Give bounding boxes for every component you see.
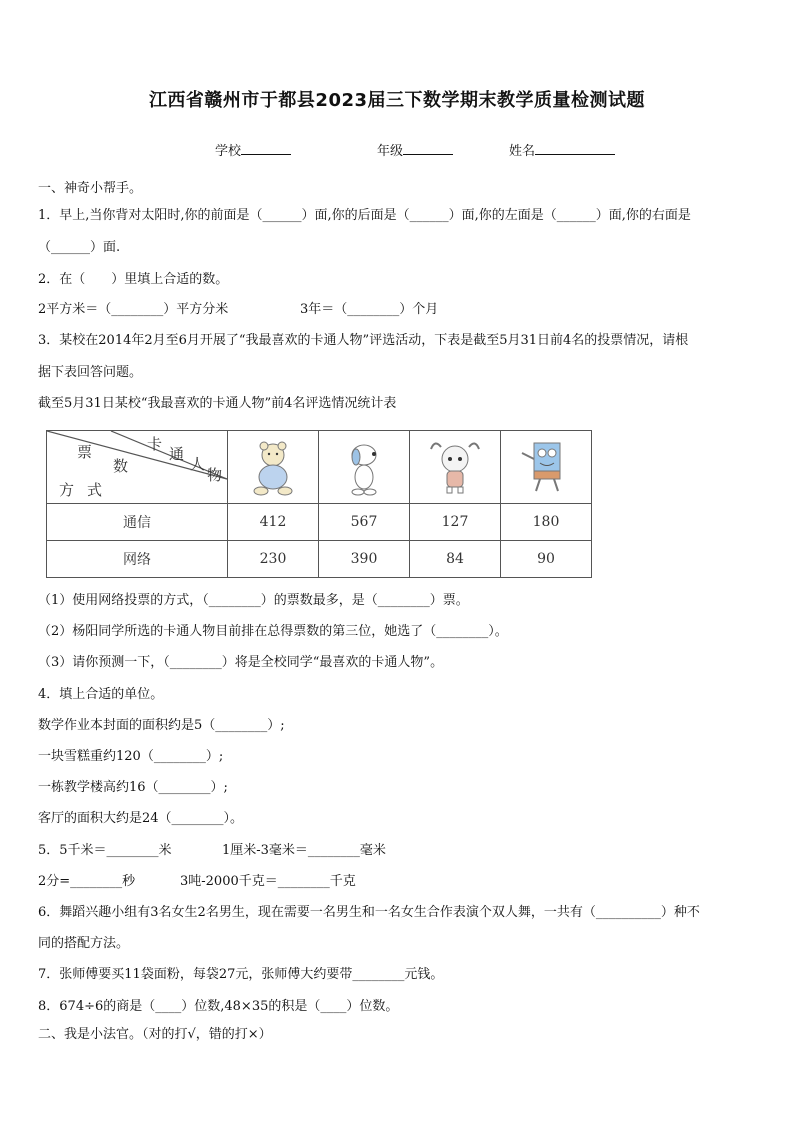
question-5-part-c: 2分=________秒 (38, 874, 136, 889)
name-label: 姓名 (509, 144, 536, 159)
header-char: 方 (59, 481, 75, 499)
question-6-line-2: 同的搭配方法。 (38, 936, 130, 951)
table-cell: 127 (410, 504, 501, 541)
header-char: 数 (113, 457, 129, 475)
question-4-line-1: 4．填上合适的单位。 (38, 687, 164, 702)
question-5-part-a: 5．5千米＝________米 (38, 843, 172, 858)
table-cell: 84 (410, 541, 501, 578)
row-label: 通信 (47, 504, 228, 541)
question-5-part-b: 1厘米-3毫米＝________毫米 (222, 843, 386, 858)
pooh-bear-icon (228, 431, 319, 504)
spongebob-icon (501, 431, 592, 504)
table-cell: 180 (501, 504, 592, 541)
question-4-line-4: 一栋教学楼高约16（________）; (38, 780, 228, 795)
table-cell: 567 (319, 504, 410, 541)
question-3-sub-3: （3）请你预测一下，（________）将是全校同学“最喜欢的卡通人物”。 (38, 655, 444, 670)
header-char: 人 (190, 455, 206, 473)
question-6-line-1: 6．舞蹈兴趣小组有3名女生2名男生，现在需要一名男生和一名女生合作表演个双人舞，一共有（__________）种不 (38, 905, 700, 920)
header-char: 通 (169, 445, 185, 463)
goat-icon (410, 431, 501, 504)
vote-statistics-table (46, 430, 592, 578)
header-char: 卡 (147, 435, 163, 453)
question-2-part-a: 2平方米＝（________）平方分米 (38, 302, 229, 317)
name-blank[interactable] (535, 140, 615, 155)
question-5-part-d: 3吨-2000千克＝________千克 (180, 874, 356, 889)
header-char: 式 (87, 481, 103, 499)
page-title: 江西省赣州市于都县2023届三下数学期末教学质量检测试题 (148, 90, 646, 111)
grade-blank[interactable] (403, 140, 453, 155)
question-3-line-1: 3．某校在2014年2月至6月开展了“我最喜欢的卡通人物”评选活动，下表是截至5月31日前4名的投票情况，请根 (38, 333, 689, 348)
question-1-line-2: （______）面. (38, 240, 121, 255)
school-blank[interactable] (241, 140, 291, 155)
section-1-heading: 一、神奇小帮手。 (38, 181, 143, 196)
question-4-line-2: 数学作业本封面的面积约是5（________）; (38, 718, 285, 733)
question-4-line-5: 客厅的面积大约是24（________）。 (38, 811, 244, 826)
table-cell: 390 (319, 541, 410, 578)
grade-field (377, 140, 453, 159)
question-3-sub-2: （2）杨阳同学所选的卡通人物目前排在总得票数的第三位，她选了（________）。 (38, 624, 508, 639)
question-7: 7．张师傅要买11袋面粉，每袋27元，张师傅大约要带________元钱。 (38, 967, 444, 982)
table-caption: 截至5月31日某校“我最喜欢的卡通人物”前4名评选情况统计表 (38, 396, 397, 411)
row-label: 网络 (47, 541, 228, 578)
header-char: 票 (77, 443, 93, 461)
question-3-line-2: 据下表回答问题。 (38, 365, 143, 380)
section-2-heading: 二、我是小法官。（对的打√，错的打×） (38, 1027, 272, 1042)
table-row (47, 541, 592, 578)
table-row (47, 504, 592, 541)
header-char: 物 (207, 466, 223, 484)
table-cell: 412 (228, 504, 319, 541)
name-field (509, 140, 615, 159)
question-3-sub-1: （1）使用网络投票的方式，（________）的票数最多，是（________）票。 (38, 593, 469, 608)
snoopy-icon (319, 431, 410, 504)
table-cell: 90 (501, 541, 592, 578)
school-label: 学校 (215, 144, 242, 159)
question-2-part-b: 3年＝（________）个月 (300, 302, 439, 317)
question-1-line-1: 1．早上,当你背对太阳时,你的前面是（______）面,你的后面是（______）面,你的左面是（______）面,你的右面是 (38, 208, 691, 223)
diagonal-header-cell (47, 431, 228, 504)
question-4-line-3: 一块雪糕重约120（________）; (38, 749, 224, 764)
question-8: 8．674÷6的商是（____）位数,48×35的积是（____）位数。 (38, 999, 399, 1014)
question-2-line-1: 2．在（ ）里填上合适的数。 (38, 272, 229, 287)
table-cell: 230 (228, 541, 319, 578)
school-field (215, 140, 291, 159)
grade-label: 年级 (377, 144, 404, 159)
table-header-row (47, 431, 592, 504)
